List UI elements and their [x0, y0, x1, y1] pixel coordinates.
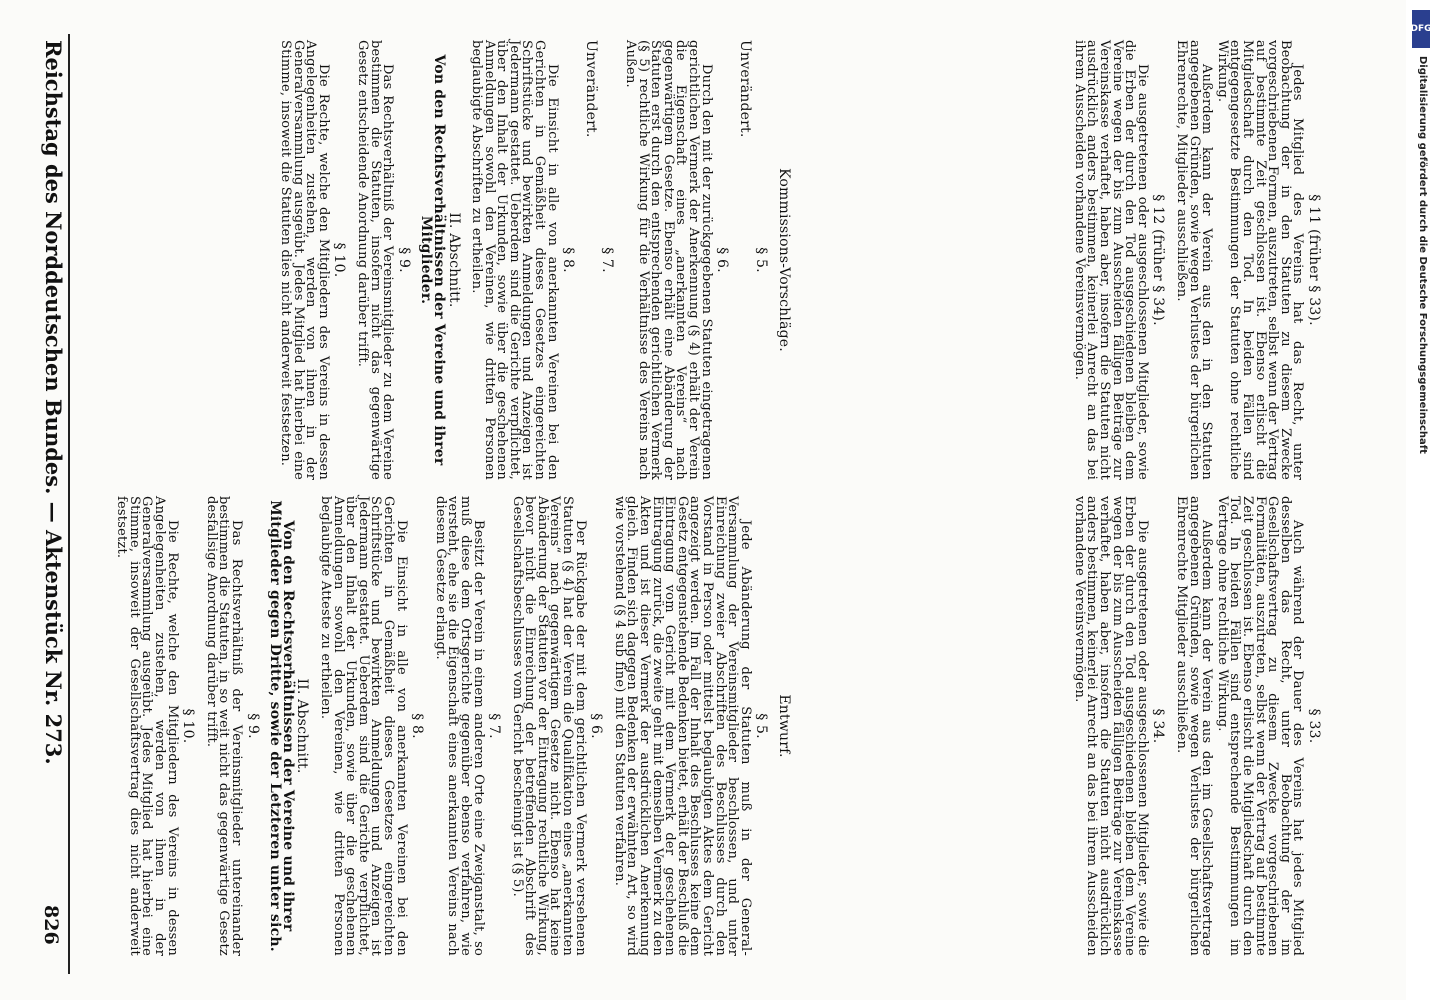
section-number: § 9.: [395, 247, 412, 273]
paragraph: Die Rechte, welche den Mitgliedern des Vereins in dessen Angelegenheiten zustehen, werden von ihnen in der Generalversammlung ausgeübt. Jedes Mitglied hat hierbei eine Stimme, insoweit der Gesellschaftsvertrag dies nicht anderweit festsetzt.: [114, 496, 180, 956]
column-entwurf-cont: [1069, 496, 1330, 956]
column-kommission-cont: [1069, 40, 1330, 480]
section-number: § 8.: [560, 247, 577, 273]
section-number: § 5.: [753, 247, 770, 273]
page-title: Reichstag des Norddeutschen Bundes. — Aktenstück Nr. 273.: [41, 40, 66, 765]
section-number: § 34.: [1150, 708, 1167, 744]
paragraph: Die ausgetretenen oder ausgeschlossenen Mitglieder, sowie die Erben der durch den Tod ausgeschiedenen bleiben dem Vereine wegen der bis zum Ausscheiden fälligen Beiträge zur Vereinskasse verhaftet, haben aber, insofern die Statuten nicht ausdrücklich anders bestimmen, keinerlei Anrecht an das bei ihrem Ausscheiden vorhandene Vereinsvermögen.: [1071, 496, 1150, 956]
page-header: [41, 40, 66, 765]
section-number: § 10.: [331, 242, 348, 278]
dfg-logo: DFG: [1412, 10, 1430, 48]
paragraph: Unverändert.: [736, 40, 753, 138]
paragraph: Besitzt der Verein in einem anderen Orte eine Zweiganstalt, so muß diese dem Ortsgerichte gegenüber ebenso verfahren, wie versteht, ehe sie die Eigenschaft eines anerkannten Vereins nach diesem Gesetze erlangt.: [432, 496, 486, 956]
page-number-wrap: [40, 905, 62, 945]
chapter-heading: II. Abschnitt.: [294, 678, 311, 774]
column-heading: Kommissions-Vorschläge.: [776, 168, 792, 352]
section-number: § 7.: [599, 247, 616, 273]
section-number: § 9.: [244, 713, 261, 739]
paragraph: Die Einsicht in alle von anerkannten Vereinen bei den Gerichten in Gemäßheit dieses Gesetzes eingereichten Schriftstücke und bewirkten Anmeldungen und Anzeigen ist Jedermann gestattet. Ueberdem sind die Gerichte verpflichtet, über den Inhalt der Urkunden, sowie über die geschehenen Anmeldungen sowohl den Vereinen, wie dritten Personen beglaubigte Abschriften zu ertheilen.: [469, 40, 560, 480]
paragraph: Durch den mit der zurückgegebenen Statuten eingetragenen gerichtlichen Vermerk der Anerkennung (§ 4) erhält der Verein die Eigenschaft eines „anerkannten Vereins“ nach gegenwärtigem Gesetze. Ebenso erhält eine Abänderung der Statuten erst durch den entsprechenden gerichtlichen Vermerk (§ 5) rechtliche Wirkung für die Verhältnisse des Vereins nach Außen.: [623, 40, 714, 480]
paragraph: Die Rechte, welche den Mitgliedern des Vereins in dessen Angelegenheiten zustehen, werden von ihnen in der Generalversammlung ausgeübt. Jedes Mitglied hat hierbei eine Stimme, insoweit die Statuten dies nicht anderweit festsetzen.: [278, 40, 331, 480]
section-number: § 5.: [753, 713, 770, 739]
column-kommission: [275, 40, 790, 480]
dfg-label-wrap: [1417, 56, 1428, 454]
section-number: § 6.: [588, 713, 605, 739]
chapter-heading: II. Abschnitt.: [445, 212, 462, 308]
section-number: § 10.: [180, 708, 197, 744]
chapter-title: Von den Rechtsverhältnissen der Vereine und ihrer Mitglieder.: [418, 54, 447, 466]
column-heading: Entwurf.: [776, 694, 792, 758]
paragraph: Jedes Mitglied des Vereins hat das Recht, unter Beobachtung der in den Statuten zu diesem Zwecke vorgeschriebenen Formen, auszutreten, selbst wenn der Vertrag auf bestimmte Zeit geschlossen ist. Ebenso erlischt die Mitgliedschaft durch den Tod. In beiden Fällen sind entgegengesetzte Bestimmungen der Statuten ohne rechtliche Wirkung.: [1214, 40, 1306, 480]
paragraph: Der Rückgabe der mit dem gerichtlichen Vermerk versehenen Statuten (§ 4) hat der Verein die Qualifikation eines „anerkannten Vereins“ nach gegenwärtigem Gesetze nicht. Ebenso hat keine Abänderung der Statuten vor der Eintragung rechtliche Wirkung, bevor nicht die Einreichung der betreffenden Abschrift des Gesellschaftsbeschlusses vom Gericht bescheinigt ist (§ 5).: [509, 496, 588, 956]
section-number: § 11 (früher § 33).: [1306, 194, 1322, 326]
chapter-title: Von den Rechtsverhältnissen der Vereine und ihrer Mitglieder gegen Dritte, sowie der Letzteren unter sich.: [267, 500, 296, 952]
column-entwurf: [112, 496, 790, 956]
paragraph: Außerdem kann der Verein aus den im Gesellschaftsvertrage angegebenen Gründen, sowie wegen Verlustes der bürgerlichen Ehrenrechte Mitglieder ausschließen.: [1174, 496, 1215, 956]
section-number: § 6.: [714, 247, 731, 273]
paragraph: Auch während der Dauer des Vereins hat jedes Mitglied desselben das Recht, unter Beobachtung der im Gesellschaftsvertrag zu diesem Zwecke vorgeschriebenen Formalitäten, auszutreten, selbst wenn der Vertrag auf bestimmte Zeit geschlossen ist. Ebenso erlischt die Mitgliedschaft durch den Tod. In beiden Fällen sind entsprechende Bestimmungen im Vertrage ohne rechtliche Wirkung.: [1214, 496, 1306, 956]
paragraph: Die Einsicht in alle von anerkannten Vereinen bei den Gerichten in Gemäßheit dieses Gesetzes eingereichten Schriftstücke und bewirkten Anmeldungen und Anzeigen ist Jedermann gestattet. Ueberdem sind die Gerichte verpflichtet, über den Inhalt der Urkunden, sowie über die geschehenen Anmeldungen sowohl den Vereinen, wie dritten Personen beglaubigte Atteste zu ertheilen.: [318, 496, 409, 956]
paragraph: Unverändert.: [582, 40, 599, 138]
section-number: § 8.: [409, 713, 426, 739]
section-number: § 33.: [1306, 708, 1322, 744]
paragraph: Das Rechtsverhältniß der Vereinsmitglieder zu dem Vereine bestimmen die Statuten, insofern nicht das gegenwärtige Gesetz entscheidende Anordnung darüber trifft.: [354, 40, 396, 480]
header-rule: [68, 34, 70, 974]
dfg-label: Digitalisierung gefördert durch die Deutsche Forschungsgemeinschaft: [1417, 56, 1428, 454]
paragraph: Jede Abänderung der Statuten muß in der General-Versammlung der Vereinsmitglieder beschlossen, und unter Einreichung zweier Abschriften des Beschlusses durch den Vorstand in Person oder mittelst beglaubigten Aktes dem Gericht angezeigt werden. Im Fall der Inhalt des Beschlusses keine dem Gesetz entgegenstehende Bedenken bietet, erhält der Beschluß die Eintragung vom Gericht mit dem Vermerk der geschehenen Eintragung zurück, die zweite geht mit demselben Vermerk zu den Akten und ist dieser Vermerk der ausdrücklichen Anerkennung gleich. Finden sich dagegen Bedenken der erwähnten Art, so wird wie vorstehend (§ 4 sub fine) mit den Statuten verfahren.: [611, 496, 753, 956]
paragraph: Die ausgetretenen oder ausgeschlossenen Mitglieder, sowie die Erben der durch den Tod ausgeschiedenen bleiben dem Vereine wegen der bis zum Ausscheiden fälligen Beiträge zur Vereinskasse verhaftet, haben aber, insofern die Statuten nicht ausdrücklich anders bestimmen, keinerlei Anrecht an das bei ihrem Ausscheiden vorhandene Vereinsvermögen.: [1071, 40, 1150, 480]
paragraph: Außerdem kann der Verein aus den in den Statuten angegebenen Gründen, sowie wegen Verlustes der bürgerlichen Ehrenrechte, Mitglieder ausschließen.: [1174, 40, 1215, 480]
section-number: § 7.: [486, 713, 503, 739]
paragraph: Das Rechtsverhältniß der Vereinsmitglieder untereinander bestimmen die Statuten, in so weit nicht das gegenwärtige Gesetz desfallsige Anordnung darüber trifft.: [203, 496, 245, 956]
section-number: § 12 (früher § 34).: [1150, 194, 1167, 326]
page-number: 826: [40, 905, 62, 945]
